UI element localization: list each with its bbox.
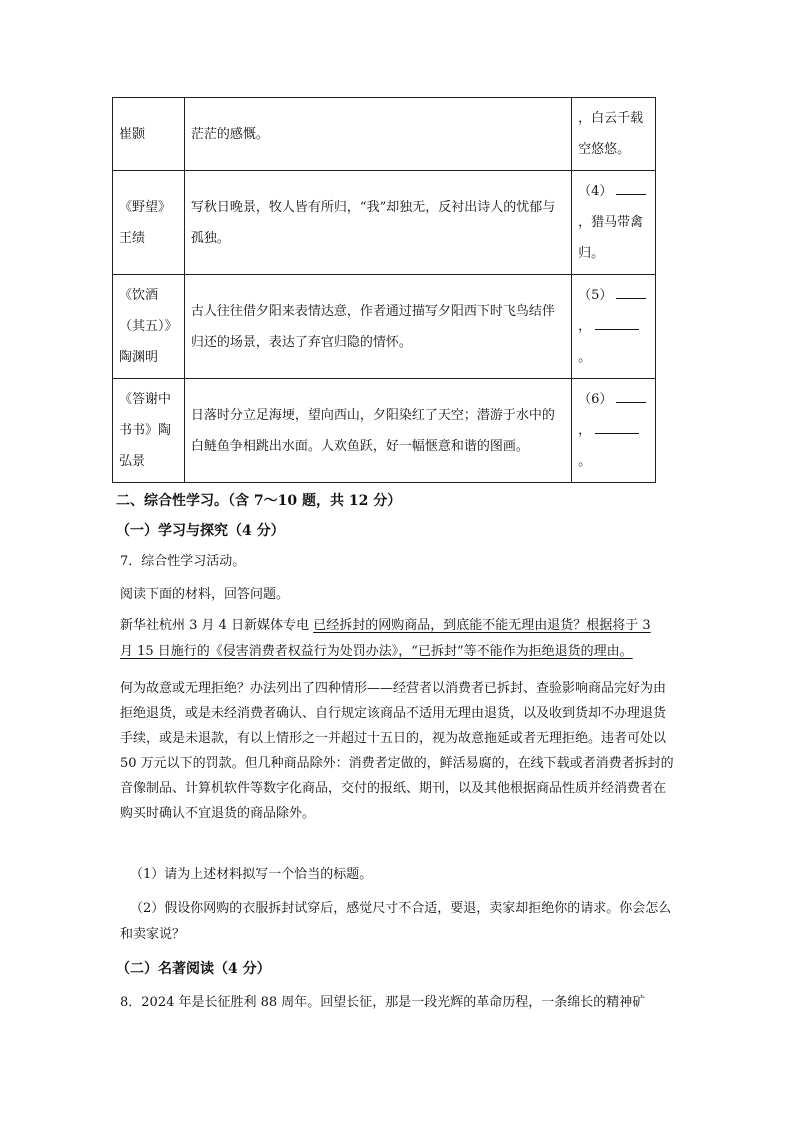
fill-blank[interactable] xyxy=(595,315,639,330)
question-7-instruction: 阅读下面的材料，回答问题。 xyxy=(120,587,290,602)
subsection-heading: （二）名著阅读（4 分） xyxy=(116,961,271,977)
poem-cell: 《野望》王绩 xyxy=(113,171,185,275)
comma: ， xyxy=(578,319,592,334)
question-7-2-text: （2）假设你网购的衣服拆封试穿后，感觉尺寸不合适，要退，卖家却拒绝你的请求。你会怎么和卖家说？ xyxy=(120,901,672,942)
answer-line: ，白云千载 xyxy=(578,111,644,126)
answer-line xyxy=(578,176,649,207)
fill-blank[interactable] xyxy=(595,419,639,434)
table-row xyxy=(113,275,656,379)
comma: ， xyxy=(578,423,592,438)
section-heading: 二、综合性学习。（含 7～10 题，共 12 分） xyxy=(116,493,402,509)
poem-cell: 崔颢 xyxy=(113,98,185,171)
question-7-1: （1）请为上述材料拟写一个恰当的标题。 xyxy=(130,867,373,882)
subsection-heading: （一）学习与探究（4 分） xyxy=(116,523,285,539)
news-underlined: 已经拆封的网购商品，到底能不能无理由退货？根据将于 3 xyxy=(313,618,651,633)
answer-cell xyxy=(572,379,656,483)
table-row xyxy=(113,171,656,275)
answer-cell xyxy=(572,171,656,275)
answer-line: ，猎马带禽 xyxy=(578,215,644,230)
question-8: 8．2024 年是长征胜利 88 周年。回望长征，那是一段光辉的革命历程，一条绵长的精神矿 xyxy=(120,995,646,1010)
description-cell: 写秋日晚景，牧人皆有所归，“我”却独无，反衬出诗人的忧郁与孤独。 xyxy=(184,171,571,275)
news-excerpt xyxy=(120,613,675,665)
answer-line xyxy=(578,280,649,311)
description-cell: 日落时分立足海埂，望向西山，夕阳染红了天空；潜游于水中的白鲢鱼争相跳出水面。人欢鱼跃，好一幅惬意和谐的图画。 xyxy=(184,379,571,483)
answer-line xyxy=(578,311,649,342)
answer-line: 归。 xyxy=(578,246,605,261)
blank-number: （5） xyxy=(578,288,613,303)
blank-number: （6） xyxy=(578,392,613,407)
poem-table xyxy=(112,97,656,483)
answer-line: 。 xyxy=(578,350,592,365)
question-7-title: 7．综合性学习活动。 xyxy=(120,554,246,569)
news-lead: 新华社杭州 3 月 4 日新媒体专电 xyxy=(120,618,314,633)
question-7-2 xyxy=(120,896,675,948)
poem-cell: 《饮酒（其五）》陶渊明 xyxy=(113,275,185,379)
table-row xyxy=(113,98,656,171)
fill-blank[interactable] xyxy=(616,284,646,299)
answer-line xyxy=(578,384,649,415)
answer-line: 空悠悠。 xyxy=(578,142,631,157)
description-cell: 茫茫的感慨。 xyxy=(184,98,571,171)
answer-cell xyxy=(572,98,656,171)
answer-line: 。 xyxy=(578,454,592,469)
description-cell: 古人往往借夕阳来表情达意，作者通过描写夕阳西下时飞鸟结伴归还的场景，表达了弃官归隐的情怀。 xyxy=(184,275,571,379)
fill-blank[interactable] xyxy=(616,388,646,403)
answer-line xyxy=(578,415,649,446)
poem-cell: 《答谢中书书》陶弘景 xyxy=(113,379,185,483)
blank-number: （4） xyxy=(578,184,613,199)
table-row xyxy=(113,379,656,483)
news-underlined: 月 15 日施行的《侵害消费者权益行为处罚办法》，“已拆封”等不能作为拒绝退货的理由。 xyxy=(120,644,633,659)
fill-blank[interactable] xyxy=(616,180,646,195)
material-paragraph: 何为故意或无理拒绝？办法列出了四种情形——经营者以消费者已拆封、查验影响商品完好为由拒绝退货，或是未经消费者确认、自行规定该商品不适用无理由退货，以及收到货却不办理退货手续，或是未退款，有以上情形之一并超过十五日的，视为故意拖延或者无理拒绝。违者可处以 50 万元以下的罚款。但几种商品除外：消费者定做的，鲜活易腐的，在线下载或者消费者拆封的音像制品、计算机软件等数字化商品，交付的报纸、期刊，以及其他根据商品性质并经消费者在购买时确认不宜退货的商品除外。 xyxy=(120,681,674,821)
answer-cell xyxy=(572,275,656,379)
